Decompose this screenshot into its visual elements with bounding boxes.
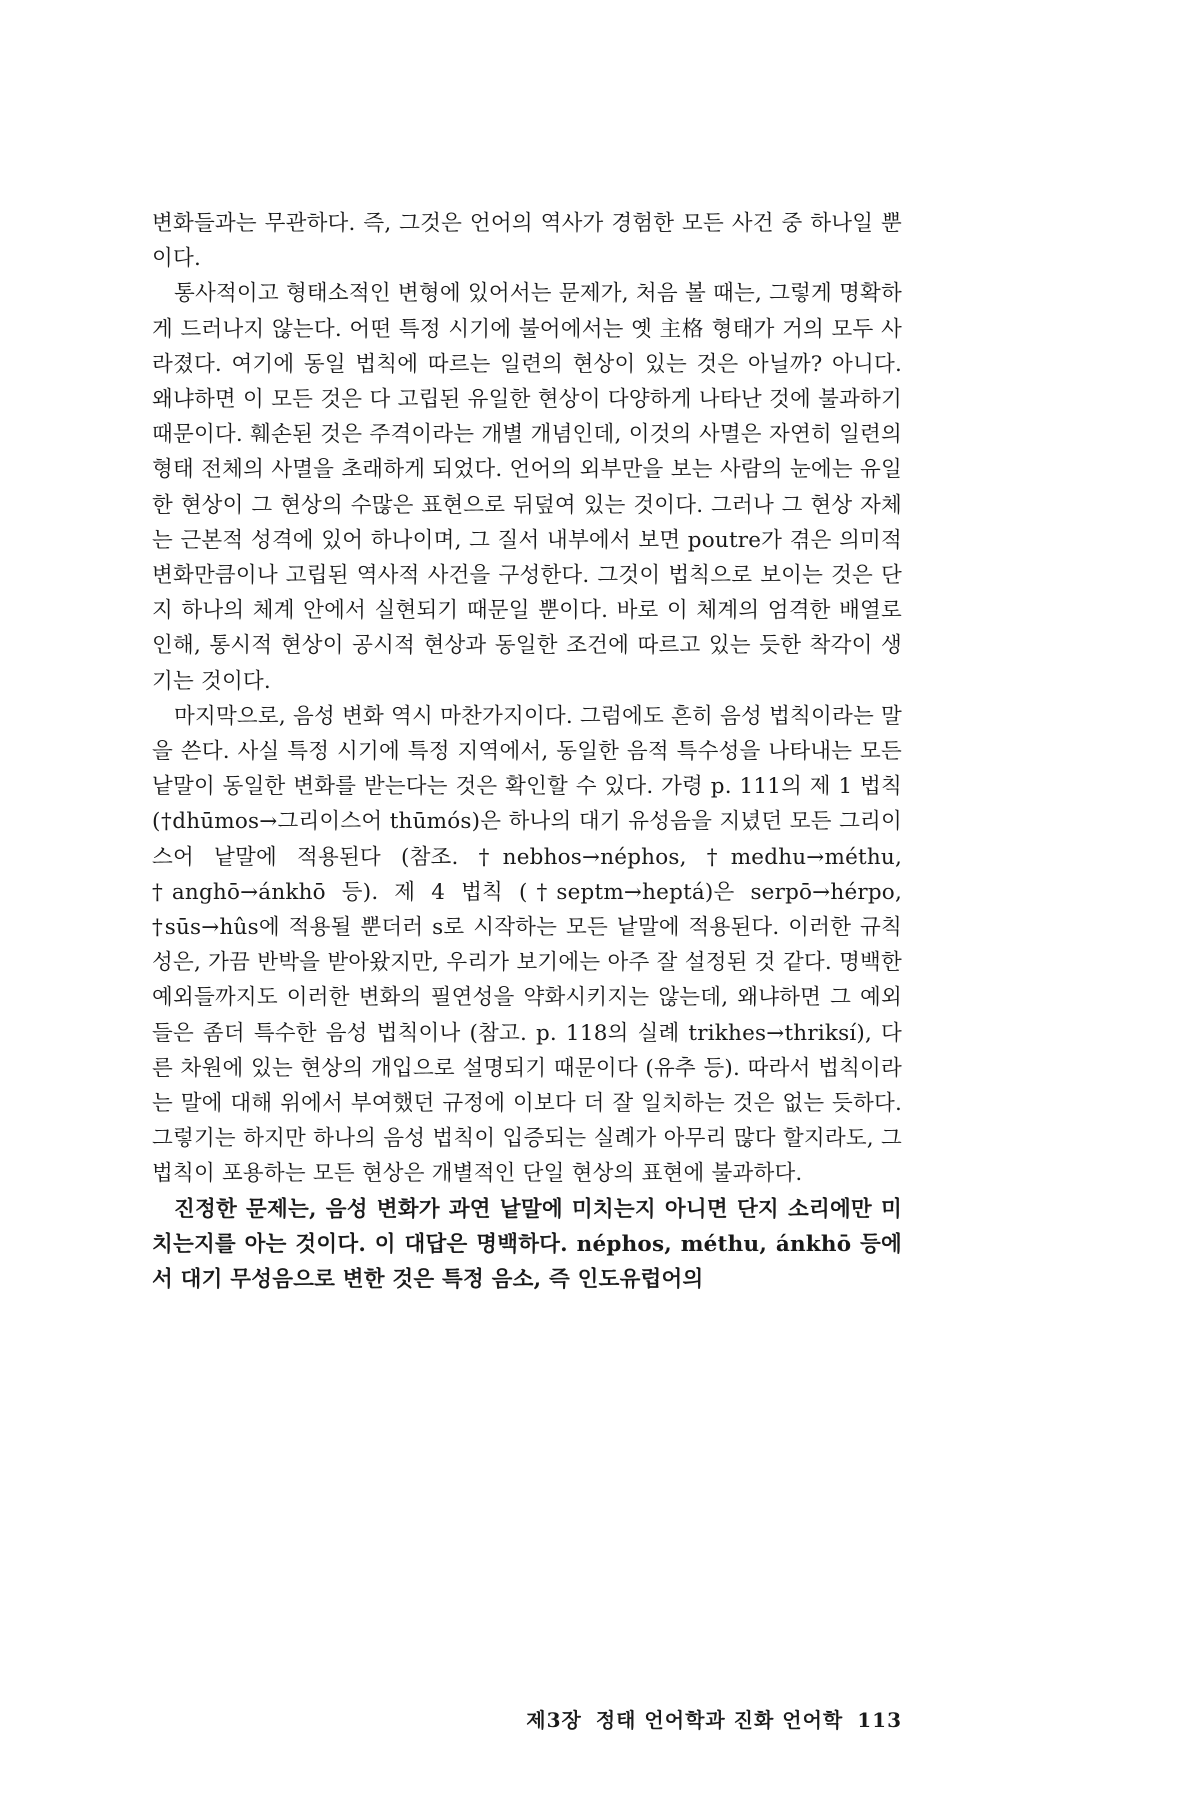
paragraph-1: 변화들과는 무관하다. 즉, 그것은 언어의 역사가 경험한 모든 사건 중 하나일 뿐이다. [152, 211, 902, 272]
paragraph-3: 마지막으로, 음성 변화 역시 마찬가지이다. 그럼에도 흔히 음성 법칙이라는 말을 쓴다. 사실 특정 시기에 특정 지역에서, 동일한 음적 특수성을 나타내는 모든 낱말이 동일한 변화를 받는다는 것은 확인할 수 있다. 가령 p. 111의 제 1 법칙 (†dhūmos→그리이스어 thūmós)은 하나의 대기 유성음을 지녔던 모든 그리이스어 낱말에 적용된다 (참조. †nebhos→néphos, †medhu→méthu, †anghō→ánkhō 등). 제 4 법칙 (†septm→heptá)은 serpō→hérpo, †sūs→hûs에 적용될 뿐더러 s로 시작하는 모든 낱말에 적용된다. 이러한 규칙성은, 가끔 반박을 받아왔지만, 우리가 보기에는 아주 잘 설정된 것 같다. 명백한 예외들까지도 이러한 변화의 필연성을 약화시키지는 않는데, 왜냐하면 그 예외들은 좀더 특수한 음성 법칙이나 (참고. p. 118의 실례 trikhes→thriksí), 다른 차원에 있는 현상의 개입으로 설명되기 때문이다 (유추 등). 따라서 법칙이라는 말에 대해 위에서 부여했던 규정에 이보다 더 잘 일치하는 것은 없는 듯하다. 그렇기는 하지만 하나의 음성 법칙이 입증되는 실례가 아무리 많다 할지라도, 그 법칙이 포용하는 모든 현상은 개별적인 단일 현상의 표현에 불과하다. [152, 703, 902, 1187]
page-number: 113 [857, 1708, 902, 1732]
footer-title: 정태 언어학과 진화 언어학 [595, 1708, 844, 1732]
paragraph-4: 진정한 문제는, 음성 변화가 과연 낱말에 미치는지 아니면 단지 소리에만 미치는지를 아는 것이다. 이 대답은 명백하다. néphos, méthu, ánkhō 등에서 대기 무성음으로 변한 것은 특정 음소, 즉 인도유럽어의 [152, 1196, 902, 1293]
body-text [152, 206, 902, 1297]
running-footer [500, 1704, 902, 1733]
footer-chapter: 제3장 [526, 1708, 582, 1732]
paragraph-2: 통사적이고 형태소적인 변형에 있어서는 문제가, 처음 볼 때는, 그렇게 명확하게 드러나지 않는다. 어떤 특정 시기에 불어에서는 옛 主格 형태가 거의 모두 사라졌다. 여기에 동일 법칙에 따르는 일련의 현상이 있는 것은 아닐까? 아니다. 왜냐하면 이 모든 것은 다 고립된 유일한 현상이 다양하게 나타난 것에 불과하기 때문이다. 훼손된 것은 주격이라는 개별 개념인데, 이것의 사멸은 자연히 일련의 형태 전체의 사멸을 초래하게 되었다. 언어의 외부만을 보는 사람의 눈에는 유일한 현상이 그 현상의 수많은 표현으로 뒤덮여 있는 것이다. 그러나 그 현상 자체는 근본적 성격에 있어 하나이며, 그 질서 내부에서 보면 poutre가 겪은 의미적 변화만큼이나 고립된 역사적 사건을 구성한다. 그것이 법칙으로 보이는 것은 단지 하나의 체계 안에서 실현되기 때문일 뿐이다. 바로 이 체계의 엄격한 배열로 인해, 통시적 현상이 공시적 현상과 동일한 조건에 따르고 있는 듯한 착각이 생기는 것이다. [152, 281, 902, 694]
